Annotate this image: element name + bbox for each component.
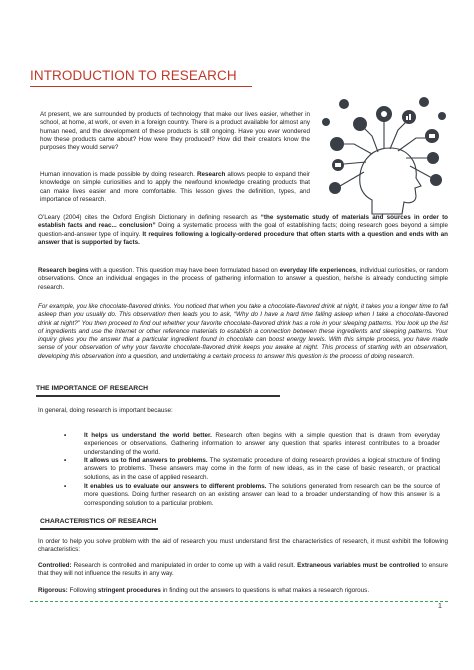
rigorous-label: Rigorous: [38,587,68,594]
characteristics-intro: In order to help you solve problem with the aid of research you must understand first the characteristics of research, it must exhibit the following characteristics: [38,538,448,554]
user-icon [438,112,446,120]
importance-bullet-1 [64,432,440,457]
camera-icon [330,137,344,151]
page-title: INTRODUCTION TO RESEARCH [30,68,237,83]
bullet-text: The systematic procedure of doing research provides a logical structure of finding answers to problems. These answers may come in the form of new ideas, as in the case of basic research, or practical solutions, as in the case of applied research. [84,457,440,481]
bullet-icon: • [64,457,67,464]
monitor-screen [335,163,341,167]
begins-term: Research begins [38,267,89,274]
begins-text2: , individual curiosities, or random observations. Once an individual engages in the process of gathering information to answer a question, he/she is already conducting simple research. [38,267,449,291]
characteristics-heading: CHARACTERISTICS OF RESEARCH [40,518,157,525]
begins-text1: with a question. This question may have been formulated based on [90,267,278,274]
circuit-line [364,128,378,152]
controlled-paragraph [38,562,448,579]
rigorous-text1: Following [69,587,97,594]
bullet-text: The solutions generated from research can be the source of more questions. Doing further research on an existing answer can lead to a broader understanding of how this answer is a corresponding solution to a particular problem. [84,483,440,507]
bullet-icon: • [64,432,67,439]
innovation-term: Research [196,171,226,178]
music-icon [322,118,330,126]
controlled-label: Controlled: [38,562,72,569]
innovation-lead: Human innovation is made possible by doing research. [40,171,195,178]
intro-text: At present, we are surrounded by products of technology that make our lives easier, whether in school, at home, at work, or even in a foreign country. There is a product available for almost any human need, and the development of these products is still ongoing. Have you ever wondered how these products came about? How were they produced? How did their creators know the purposes they would serve? [40,111,310,152]
begins-term2: everyday life experiences [279,267,357,274]
lightbulb-icon [419,97,429,107]
oleary-emphasis: It requires following a logically-ordered procedure that often starts with a question and ends with an answer that is supported by facts. [38,230,448,246]
innovation-rest: allows people to expand their knowledge on simple curiosities and to apply the newfound knowledge creating products that can make lives easier and more comfortable. This lesson gives the definition, types, and importance of research. [40,171,310,203]
chart-bar [406,116,408,120]
example-text: For example, you like chocolate-flavored drinks. You noticed that when you take a chocolate-flavored drink at night, it takes you a longer time to fall asleep than you usually do. This observation then leads you to ask, “Why do I have a hard time falling asleep when I take a chocolate-flavored drink at night?” You then proceed to find out whether your favorite chocolate-flavored drink has a role in your sleeping patterns. You look up the list of ingredients and use the Internet or other reference materials to establish a connection between these ingredients and sleeping patterns. Your inquiry gives you the answer that a particular ingredient found in chocolate can boost energy levels. With this simple process, you have made sense of your observation of why your favorite chocolate-flavored drink keeps you awake at night. This process of starting with an observation, developing this observation into a question, and undertaking a certain process to answer this question is the process of doing research. [38,303,448,360]
globe-icon [329,182,341,194]
page-number: 1 [438,603,442,610]
circuit-line [390,122,406,149]
bullet-icon: • [64,483,67,490]
bullet-bold: It helps us understand the world better. [84,432,212,439]
controlled-tail: to ensure that they will not influence the results in any way. [38,562,449,578]
bullet-bold: It allows us to find answers to problems. [84,457,208,464]
innovation-paragraph [40,171,310,204]
oleary-quote: “the systematic study of materials and sources in order to establish facts and reac... conclusion” [38,214,449,230]
gear-hub [381,111,387,117]
importance-intro: In general, doing research is important because: [38,407,173,414]
title-underline [30,86,252,87]
oleary-rest: Doing a systematic process with the goal of establishing facts; doing research goes beyond a simple question-and-answer type of inquiry. [38,222,448,238]
importance-bullet-2 [64,457,440,482]
begins-paragraph [38,267,448,292]
envelope-shape [429,134,435,138]
chart-bar [409,114,411,120]
rigorous-paragraph [38,587,448,595]
bullet-text: Research often begins with a simple question that is drawn from everyday experiences or observations. Gathering information to answer any question that sparks interest contributes to a broader understanding of the world. [84,432,440,456]
intro-paragraph [40,111,310,152]
circuit-line [398,138,428,151]
cloud-icon [353,117,367,131]
importance-heading: THE IMPORTANCE OF RESEARCH [36,385,149,392]
characteristics-heading-rule [40,528,158,530]
example-paragraph [38,303,448,361]
bullet-bold: It enables us to evaluate our answers to different problems. [84,483,267,490]
controlled-text: Research is controlled and manipulated in order to come up with a valid result. [73,562,296,569]
circuit-line [342,144,372,154]
rigorous-bold: stringent procedures [97,587,161,594]
dollar-icon [339,99,349,109]
rigorous-text2: in finding out the answers to questions is what makes a research rigorous. [162,587,370,594]
wifi-icon [427,152,439,164]
importance-bullet-3 [64,483,440,508]
circuit-line [344,162,366,164]
phone-icon [430,174,442,186]
technology-head-illustration [320,92,448,226]
importance-heading-rule [36,395,280,397]
oleary-lead: O’Leary (2004) cites the Oxford English Dictionary in defining research as [38,214,258,221]
footer-rule [30,601,448,602]
circuit-line [410,166,432,178]
controlled-bold: Extraneous variables must be controlled [297,562,420,569]
